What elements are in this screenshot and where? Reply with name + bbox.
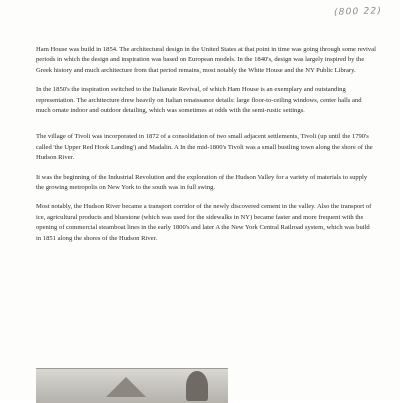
paragraph-hudson-transport: Most notably, the Hudson River became a transport corridor of the newly discovered cement in the valley. Also the transport of ice, agricultural products and bluestone (which was used for the sidewalks in NY) became faster and more frequent with the opening of commercial steamboat lines in the early 1800's and later A the New York Central Railroad system, which was build in 1851 along the shores of the Hudson River. — [36, 203, 372, 242]
photo-tree — [186, 371, 208, 401]
handwritten-annotation: (800 22) — [333, 6, 383, 18]
historic-photo — [36, 368, 228, 403]
document-body — [36, 45, 376, 253]
paragraph-italianate-revival: In the 1850's the inspiration switched to the Italianate Revival, of which Ham House is an exemplary and outstanding representation. The architecture drew heavily on Italian renaissance details: large floor-to-ceiling windows, center halls and much ornate indoor and outdoor detailing, which was sometimes at odds with the semi-rustic settings. — [36, 86, 362, 115]
paragraph-tivoli-village: The village of Tivoli was incorporated in 1872 of a consolidation of two small adjacent settlements, Tivoli (up until the 1790's called 'the Upper Red Hook Landing') and Madalin. A In the mid-1800's Tivoli was a small bustling town along the shore of the Hudson River. — [36, 133, 373, 162]
paragraph-industrial-revolution: It was the beginning of the Industrial Revolution and the exploration of the Hudson Valley for a variety of materials to supply the growing metropolis on New York to the south was in full swing. — [36, 173, 368, 192]
photo-house-roof — [106, 377, 146, 397]
paragraph-ham-house-history: Ham House was build in 1854. The architectural design in the United States at that point in time was going through some revival periods in which the design and inspiration was based on European models. In the 1840's, design was largely inspired by the Greek history and much architecture from that period remains, most notably the White House and the NY Public Library. — [36, 46, 376, 74]
